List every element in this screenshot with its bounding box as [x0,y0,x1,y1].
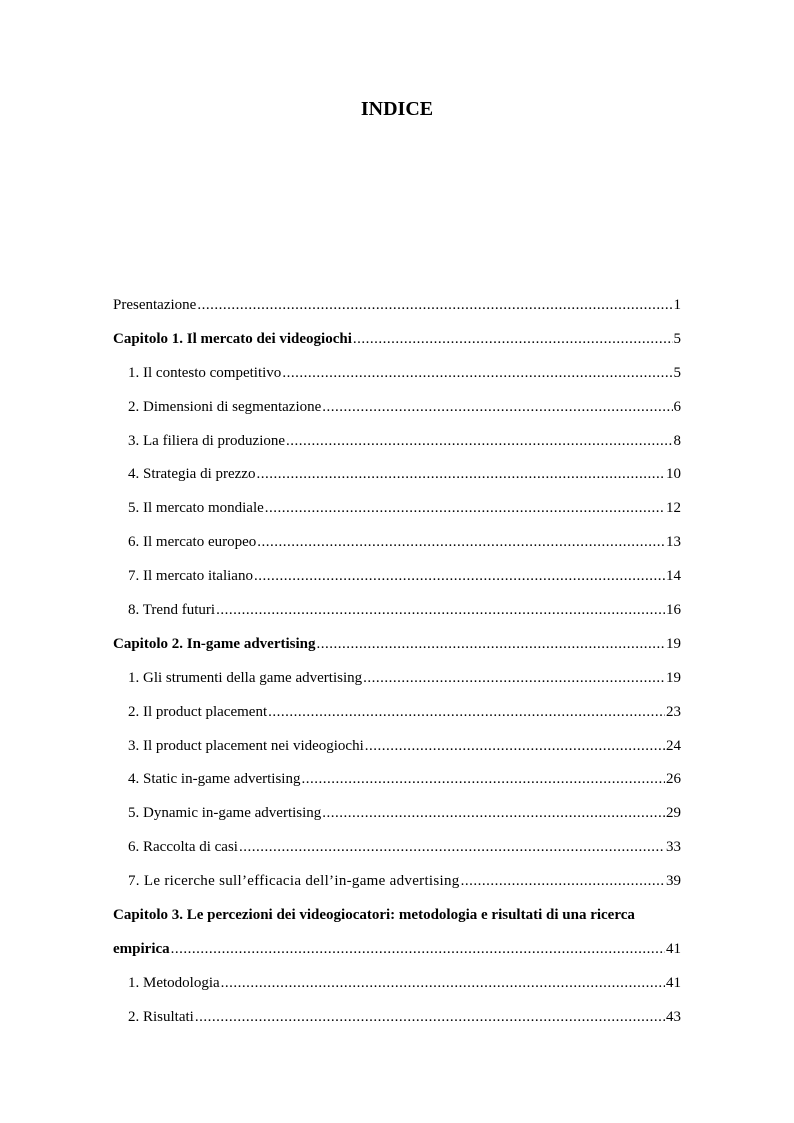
toc-dot-leader [256,462,665,486]
toc-entry-section[interactable] [113,767,681,801]
toc-page-number: 14 [666,568,681,585]
toc-dot-leader [257,530,665,554]
toc-entry-label: Capitolo 2. In-game advertising [113,635,316,652]
toc-entry-label: 5. Il mercato mondiale [128,500,264,517]
toc-entry-label: empirica [113,940,170,957]
toc-page-number: 39 [666,873,681,890]
toc-entry-section[interactable] [113,496,681,530]
toc-dot-leader [282,361,672,385]
toc-page-number: 23 [666,703,681,720]
toc-dot-leader [363,666,665,690]
toc-entry-label: Capitolo 3. Le percezioni dei videogiocatori: metodologia e risultati di una ricerca [113,907,635,924]
toc-dot-leader [322,801,665,825]
toc-page-number: 5 [673,330,681,347]
toc-entry-section[interactable] [113,462,681,496]
toc-page-number: 1 [673,297,681,313]
toc-dot-leader [268,700,665,724]
toc-entry-label: 7. Le ricerche sull’efficacia dell’in-game advertising [128,873,460,890]
toc-entry-section[interactable] [113,598,681,632]
toc-entry-label: Presentazione [113,297,197,313]
toc-entry-chapter-3-line-2[interactable] [113,937,681,971]
toc-entry-label: 1. Il contesto competitivo [128,364,282,381]
toc-page-number: 10 [666,466,681,483]
toc-entry-section[interactable] [113,429,681,463]
toc-page-number: 24 [666,737,681,754]
toc-page-number: 26 [666,771,681,788]
toc-page-number: 41 [666,974,681,991]
toc-dot-leader [365,734,665,758]
toc-entry-label: 6. Raccolta di casi [128,839,238,856]
toc-entry-label: 1. Metodologia [128,974,220,991]
toc-entry-chapter-3-line-1[interactable] [113,903,681,937]
toc-entry-label: 3. Il product placement nei videogiochi [128,737,364,754]
toc-entry-section[interactable] [113,530,681,564]
toc-entry-chapter-2[interactable] [113,632,681,666]
toc-entry-section[interactable] [113,395,681,429]
toc-dot-leader [195,1005,665,1029]
toc-dot-leader [461,869,665,893]
toc-entry-label: 7. Il mercato italiano [128,568,253,585]
table-of-contents [113,293,681,1039]
toc-entry-label: Capitolo 1. Il mercato dei videogiochi [113,330,352,347]
toc-entry-label: 4. Strategia di prezzo [128,466,256,483]
toc-dot-leader [197,293,672,317]
page-title: INDICE [360,98,434,120]
toc-page-number: 8 [673,432,681,449]
toc-page-number: 16 [666,602,681,619]
toc-dot-leader [216,598,665,622]
toc-entry-presentazione[interactable] [113,293,681,327]
toc-dot-leader [265,496,665,520]
toc-dot-leader [301,767,665,791]
toc-entry-section[interactable] [113,361,681,395]
toc-dot-leader [317,632,666,656]
toc-entry-section[interactable] [113,971,681,1005]
toc-page-number: 6 [673,398,681,415]
toc-entry-section[interactable] [113,564,681,598]
toc-entry-label: 4. Static in-game advertising [128,771,301,788]
toc-entry-label: 2. Il product placement [128,703,268,720]
toc-entry-chapter-1[interactable] [113,327,681,361]
toc-entry-label: 3. La filiera di produzione [128,432,286,449]
toc-dot-leader [353,327,673,351]
toc-entry-section[interactable] [113,666,681,700]
toc-entry-label: 2. Dimensioni di segmentazione [128,398,322,415]
toc-dot-leader [254,564,665,588]
toc-page-number: 19 [666,669,681,686]
toc-entry-section[interactable] [113,700,681,734]
toc-entry-section[interactable] [113,835,681,869]
toc-dot-leader [239,835,665,859]
toc-entry-label: 2. Risultati [128,1008,194,1025]
toc-entry-section[interactable] [113,1005,681,1039]
toc-dot-leader [171,937,665,961]
toc-page-number: 43 [666,1008,681,1025]
toc-dot-leader [221,971,665,995]
toc-page-number: 33 [666,839,681,856]
toc-page-number: 5 [673,364,681,381]
toc-entry-section[interactable] [113,869,681,903]
toc-entry-label: 1. Gli strumenti della game advertising [128,669,363,686]
toc-page-number: 41 [666,940,681,957]
toc-dot-leader [322,395,672,419]
toc-entry-section[interactable] [113,801,681,835]
toc-dot-leader [286,429,672,453]
toc-page-number: 12 [666,500,681,517]
toc-entry-label: 5. Dynamic in-game advertising [128,805,322,822]
toc-entry-section[interactable] [113,734,681,768]
toc-entry-label: 6. Il mercato europeo [128,534,257,551]
toc-page-number: 19 [666,635,681,652]
toc-page-number: 13 [666,534,681,551]
toc-page-number: 29 [666,805,681,822]
toc-entry-label: 8. Trend futuri [128,602,216,619]
